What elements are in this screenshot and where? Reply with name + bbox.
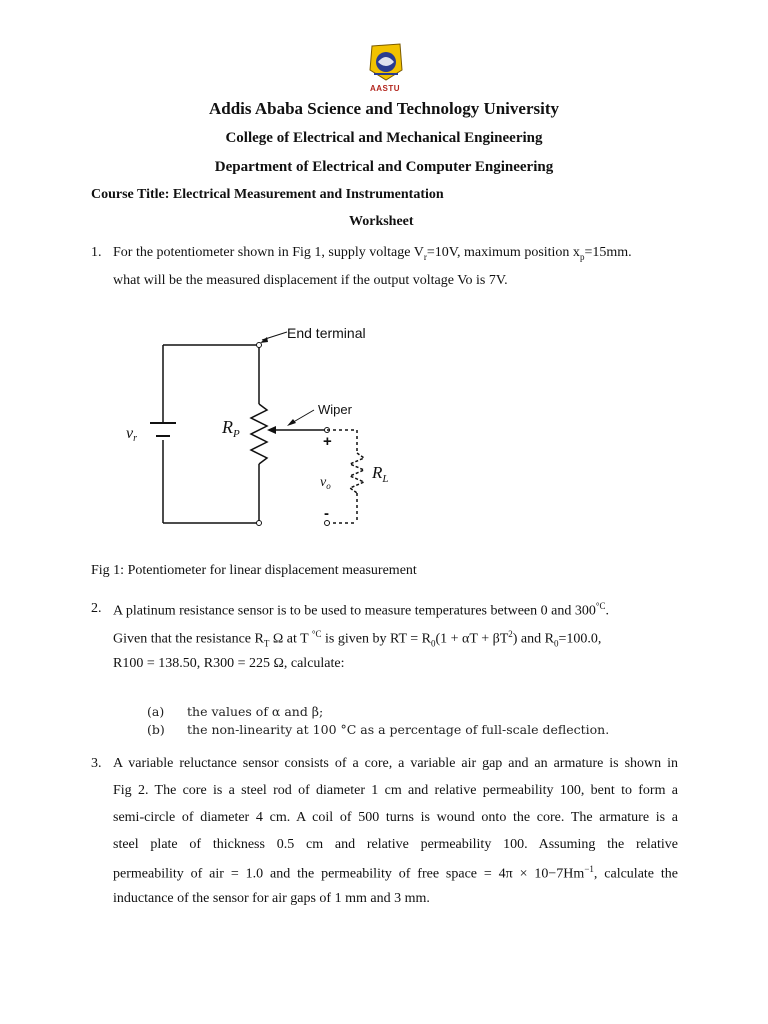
logo-text: AASTU — [369, 84, 401, 93]
course-title: Course Title: Electrical Measurement and Instrumentation — [91, 187, 444, 202]
rl-label: $R_L$ — [372, 463, 389, 485]
question-2b-text: the non-linearity at 100 °C as a percentage of full-scale deflection. — [187, 722, 610, 737]
minus-terminal-label: - — [324, 505, 329, 522]
question-3-line-4: steel plate of thickness 0.5 cm and relative permeability 100. Assuming the relative — [113, 837, 678, 852]
question-2b-label: (b) — [147, 722, 165, 737]
question-1-line-1: For the potentiometer shown in Fig 1, supply voltage $V_r=10V$, maximum position $x_p=15mm$. — [113, 245, 632, 262]
end-terminal-label: End terminal — [287, 325, 366, 341]
question-2-line-1: A platinum resistance sensor is to be used to measure temperatures between 0 and $300^{^\circ C}$. — [113, 601, 609, 619]
plus-terminal-label: + — [323, 433, 332, 450]
question-2a-label: (a) — [147, 704, 165, 719]
department-title: Department of Electrical and Computer Engineering — [214, 159, 554, 175]
question-3-line-1: A variable reluctance sensor consists of a core, a variable air gap and an armature is shown in — [113, 756, 678, 771]
figure-1-circuit — [122, 318, 422, 533]
question-3-line-5: permeability of air = 1.0 and the permeability of free space = $4\pi \times 10-7Hm^{-1}$, calculate the — [113, 864, 679, 882]
vo-label: $v_o$ — [320, 475, 331, 491]
university-title: Addis Ababa Science and Technology University — [209, 99, 559, 118]
question-1-line-2: what will be the measured displacement if the output voltage Vo is 7V. — [113, 273, 508, 288]
question-3-line-2: Fig 2. The core is a steel rod of diameter 1 cm and relative permeability 100, bent to form a — [113, 783, 678, 798]
worksheet-title: Worksheet — [349, 214, 414, 229]
vr-label: vr — [126, 425, 138, 444]
question-1-number: 1. — [91, 245, 102, 260]
question-2-line-3: R100 = 138.50, R300 = 225 Ω, calculate: — [113, 656, 345, 671]
figure-1-caption: Fig 1: Potentiometer for linear displacement measurement — [91, 563, 417, 578]
question-3-number: 3. — [91, 756, 102, 771]
question-2-line-2: Given that the resistance $R_T$ Ω at T $^{^\circ C}$ is given by RT = $R_0(1 + \alpha T + \beta T^2)$ and $R_0=100.0$, — [113, 629, 602, 649]
wiper-label: Wiper — [318, 402, 352, 417]
question-3-line-3: semi-circle of diameter 4 cm. A coil of 500 turns is wound onto the core. The armature is a — [113, 810, 678, 825]
question-3-line-6: inductance of the sensor for air gaps of 1 mm and 3 mm. — [113, 891, 430, 906]
question-2a-text: the values of α and β; — [187, 704, 324, 719]
question-2-number: 2. — [91, 601, 102, 616]
rp-label: $R_P$ — [222, 417, 240, 440]
college-title: College of Electrical and Mechanical Engineering — [225, 130, 543, 146]
